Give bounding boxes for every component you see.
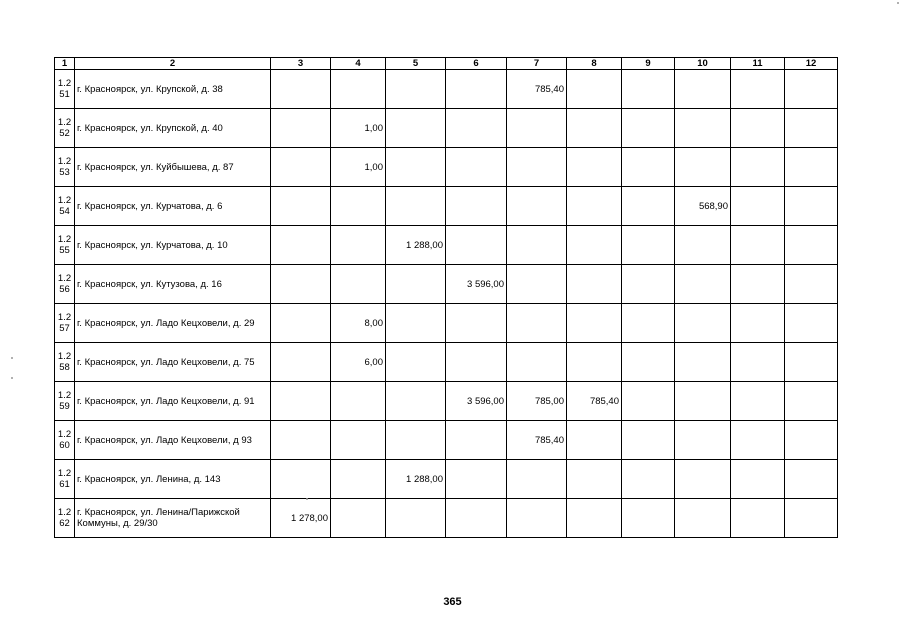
header-row	[55, 58, 838, 70]
value-cell-col-4: 1,00	[331, 148, 386, 187]
value-cell-col-10	[675, 421, 731, 460]
value-cell-col-10	[675, 460, 731, 499]
row-number: 1.2 55	[55, 226, 75, 265]
value-cell-col-4	[331, 265, 386, 304]
table-row	[55, 382, 838, 421]
value-cell-col-10	[675, 382, 731, 421]
column-header-11: 11	[731, 58, 785, 70]
value-cell-col-9	[622, 421, 675, 460]
column-header-6: 6	[446, 58, 507, 70]
value-cell-col-9	[622, 265, 675, 304]
value-cell-col-12	[785, 460, 838, 499]
table-row	[55, 265, 838, 304]
column-header-9: 9	[622, 58, 675, 70]
value-cell-col-11	[731, 265, 785, 304]
value-cell-col-12	[785, 499, 838, 538]
row-address: г. Красноярск, ул. Ленина/Парижской Коммуны, д. 29/30	[75, 499, 271, 538]
value-cell-col-9	[622, 499, 675, 538]
value-cell-col-6	[446, 70, 507, 109]
value-cell-col-4	[331, 226, 386, 265]
table-header	[55, 58, 838, 70]
value-cell-col-6: 3 596,00	[446, 382, 507, 421]
row-number: 1.2 56	[55, 265, 75, 304]
value-cell-col-10	[675, 304, 731, 343]
scan-speck	[897, 2, 899, 4]
table-row	[55, 148, 838, 187]
value-cell-col-5	[386, 343, 446, 382]
value-cell-col-7	[507, 187, 567, 226]
value-cell-col-7: 785,40	[507, 70, 567, 109]
table-row	[55, 343, 838, 382]
row-address: г. Красноярск, ул. Ладо Кецховели, д. 29	[75, 304, 271, 343]
value-cell-col-8: 785,40	[567, 382, 622, 421]
value-cell-col-4: 8,00	[331, 304, 386, 343]
value-cell-col-9	[622, 382, 675, 421]
value-cell-col-7	[507, 343, 567, 382]
value-cell-col-10	[675, 148, 731, 187]
value-cell-col-3: 1 278,00	[271, 499, 331, 538]
value-cell-col-6	[446, 226, 507, 265]
table-row	[55, 304, 838, 343]
row-number: 1.2 51	[55, 70, 75, 109]
value-cell-col-9	[622, 70, 675, 109]
value-cell-col-7	[507, 265, 567, 304]
value-cell-col-11	[731, 109, 785, 148]
value-cell-col-8	[567, 460, 622, 499]
value-cell-col-3	[271, 343, 331, 382]
value-cell-col-3	[271, 226, 331, 265]
value-cell-col-9	[622, 148, 675, 187]
value-cell-col-12	[785, 70, 838, 109]
value-cell-col-12	[785, 343, 838, 382]
data-table	[54, 57, 838, 538]
value-cell-col-5	[386, 421, 446, 460]
value-cell-col-6	[446, 148, 507, 187]
value-cell-col-7: 785,40	[507, 421, 567, 460]
value-cell-col-5	[386, 304, 446, 343]
value-cell-col-5	[386, 382, 446, 421]
row-address: г. Красноярск, ул. Крупской, д. 38	[75, 70, 271, 109]
value-cell-col-12	[785, 382, 838, 421]
row-number: 1.2 60	[55, 421, 75, 460]
table-body	[55, 70, 838, 538]
value-cell-col-7	[507, 109, 567, 148]
column-header-1: 1	[55, 58, 75, 70]
value-cell-col-8	[567, 499, 622, 538]
value-cell-col-3	[271, 421, 331, 460]
value-cell-col-10	[675, 70, 731, 109]
value-cell-col-7: 785,00	[507, 382, 567, 421]
value-cell-col-3	[271, 460, 331, 499]
scan-speck	[11, 357, 13, 359]
value-cell-col-12	[785, 304, 838, 343]
row-address: г. Красноярск, ул. Крупской, д. 40	[75, 109, 271, 148]
table-row	[55, 499, 838, 538]
value-cell-col-3	[271, 109, 331, 148]
table-row	[55, 109, 838, 148]
column-header-3: 3	[271, 58, 331, 70]
value-cell-col-10	[675, 265, 731, 304]
column-header-8: 8	[567, 58, 622, 70]
value-cell-col-12	[785, 421, 838, 460]
value-cell-col-11	[731, 148, 785, 187]
value-cell-col-8	[567, 421, 622, 460]
value-cell-col-6: 3 596,00	[446, 265, 507, 304]
value-cell-col-3	[271, 265, 331, 304]
value-cell-col-11	[731, 304, 785, 343]
row-number: 1.2 54	[55, 187, 75, 226]
row-address: г. Красноярск, ул. Курчатова, д. 10	[75, 226, 271, 265]
table-row	[55, 226, 838, 265]
value-cell-col-4	[331, 499, 386, 538]
row-number: 1.2 62	[55, 499, 75, 538]
column-header-12: 12	[785, 58, 838, 70]
value-cell-col-8	[567, 343, 622, 382]
value-cell-col-11	[731, 226, 785, 265]
row-address: г. Красноярск, ул. Ладо Кецховели, д. 75	[75, 343, 271, 382]
value-cell-col-7	[507, 148, 567, 187]
value-cell-col-7	[507, 499, 567, 538]
value-cell-col-9	[622, 304, 675, 343]
value-cell-col-6	[446, 343, 507, 382]
value-cell-col-8	[567, 109, 622, 148]
value-cell-col-5	[386, 148, 446, 187]
row-number: 1.2 61	[55, 460, 75, 499]
value-cell-col-6	[446, 304, 507, 343]
column-header-10: 10	[675, 58, 731, 70]
row-number: 1.2 53	[55, 148, 75, 187]
value-cell-col-8	[567, 265, 622, 304]
value-cell-col-11	[731, 499, 785, 538]
value-cell-col-12	[785, 226, 838, 265]
row-address: г. Красноярск, ул. Ладо Кецховели, д 93	[75, 421, 271, 460]
value-cell-col-5: 1 288,00	[386, 460, 446, 499]
value-cell-col-8	[567, 304, 622, 343]
value-cell-col-3	[271, 70, 331, 109]
table-row	[55, 70, 838, 109]
value-cell-col-12	[785, 187, 838, 226]
value-cell-col-7	[507, 226, 567, 265]
value-cell-col-6	[446, 187, 507, 226]
column-header-4: 4	[331, 58, 386, 70]
row-number: 1.2 58	[55, 343, 75, 382]
row-number: 1.2 52	[55, 109, 75, 148]
value-cell-col-7	[507, 460, 567, 499]
value-cell-col-4	[331, 382, 386, 421]
value-cell-col-3	[271, 382, 331, 421]
value-cell-col-8	[567, 148, 622, 187]
value-cell-col-6	[446, 109, 507, 148]
column-header-7: 7	[507, 58, 567, 70]
value-cell-col-7	[507, 304, 567, 343]
value-cell-col-4	[331, 187, 386, 226]
value-cell-col-10	[675, 109, 731, 148]
value-cell-col-11	[731, 382, 785, 421]
value-cell-col-11	[731, 187, 785, 226]
row-address: г. Красноярск, ул. Куйбышева, д. 87	[75, 148, 271, 187]
value-cell-col-9	[622, 460, 675, 499]
value-cell-col-5	[386, 70, 446, 109]
value-cell-col-3	[271, 187, 331, 226]
value-cell-col-12	[785, 109, 838, 148]
table-row	[55, 421, 838, 460]
value-cell-col-4: 6,00	[331, 343, 386, 382]
value-cell-col-5	[386, 109, 446, 148]
value-cell-col-10	[675, 499, 731, 538]
value-cell-col-10	[675, 343, 731, 382]
value-cell-col-10: 568,90	[675, 187, 731, 226]
value-cell-col-4: 1,00	[331, 109, 386, 148]
value-cell-col-5: 1 288,00	[386, 226, 446, 265]
row-address: г. Красноярск, ул. Кутузова, д. 16	[75, 265, 271, 304]
column-header-5: 5	[386, 58, 446, 70]
row-address: г. Красноярск, ул. Курчатова, д. 6	[75, 187, 271, 226]
scan-speck	[306, 498, 308, 500]
value-cell-col-11	[731, 421, 785, 460]
row-address: г. Красноярск, ул. Ладо Кецховели, д. 91	[75, 382, 271, 421]
value-cell-col-12	[785, 265, 838, 304]
value-cell-col-6	[446, 421, 507, 460]
table-row	[55, 460, 838, 499]
row-number: 1.2 57	[55, 304, 75, 343]
value-cell-col-9	[622, 226, 675, 265]
value-cell-col-3	[271, 304, 331, 343]
value-cell-col-5	[386, 499, 446, 538]
value-cell-col-4	[331, 421, 386, 460]
value-cell-col-10	[675, 226, 731, 265]
value-cell-col-6	[446, 460, 507, 499]
page-number: 365	[443, 596, 462, 608]
value-cell-col-3	[271, 148, 331, 187]
value-cell-col-5	[386, 265, 446, 304]
value-cell-col-4	[331, 70, 386, 109]
value-cell-col-11	[731, 70, 785, 109]
column-header-2: 2	[75, 58, 271, 70]
scan-speck	[11, 377, 13, 379]
value-cell-col-4	[331, 460, 386, 499]
value-cell-col-11	[731, 343, 785, 382]
table-row	[55, 187, 838, 226]
row-address: г. Красноярск, ул. Ленина, д. 143	[75, 460, 271, 499]
value-cell-col-8	[567, 187, 622, 226]
value-cell-col-8	[567, 70, 622, 109]
value-cell-col-9	[622, 187, 675, 226]
value-cell-col-8	[567, 226, 622, 265]
value-cell-col-9	[622, 109, 675, 148]
value-cell-col-11	[731, 460, 785, 499]
value-cell-col-9	[622, 343, 675, 382]
row-number: 1.2 59	[55, 382, 75, 421]
value-cell-col-12	[785, 148, 838, 187]
value-cell-col-6	[446, 499, 507, 538]
value-cell-col-5	[386, 187, 446, 226]
